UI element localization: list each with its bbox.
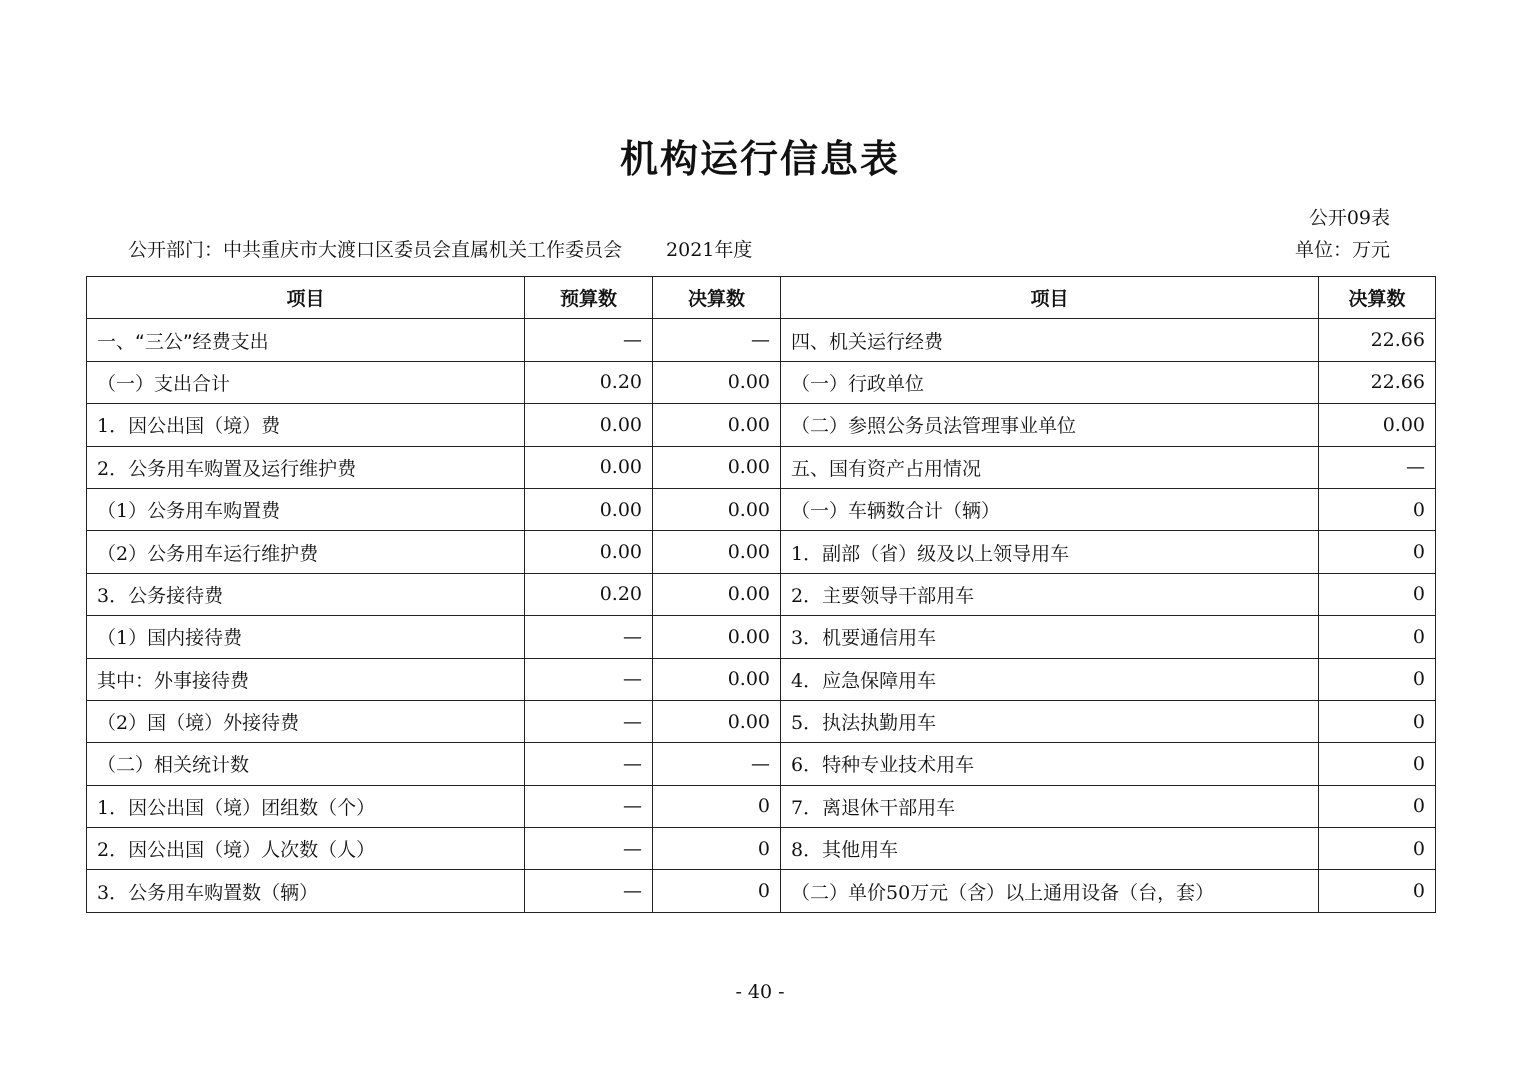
right-item: 五、国有资产占用情况 <box>781 446 1319 488</box>
page-title: 机构运行信息表 <box>619 137 900 181</box>
table-row <box>87 743 1436 785</box>
header-final-right: 决算数 <box>1319 277 1436 319</box>
left-item: （1）公务用车购置费 <box>87 488 525 530</box>
table-row <box>87 785 1436 827</box>
right-item: 6．特种专业技术用车 <box>781 743 1319 785</box>
budget-value: — <box>525 785 653 827</box>
table-row <box>87 488 1436 530</box>
left-item: 3．公务接待费 <box>87 573 525 615</box>
right-final-value: 0 <box>1319 700 1436 742</box>
right-final-value: 0 <box>1319 870 1436 912</box>
budget-value: — <box>525 616 653 658</box>
department-label: 公开部门：中共重庆市大渡口区委员会直属机关工作委员会 <box>128 239 623 261</box>
final-value: 0.00 <box>653 658 781 700</box>
operation-info-table <box>86 276 1436 913</box>
budget-value: — <box>525 319 653 361</box>
right-final-value: 0 <box>1319 743 1436 785</box>
final-value: 0.00 <box>653 488 781 530</box>
left-item: 其中：外事接待费 <box>87 658 525 700</box>
budget-value: — <box>525 743 653 785</box>
left-item: 3．公务用车购置数（辆） <box>87 870 525 912</box>
right-final-value: 0 <box>1319 828 1436 870</box>
right-final-value: 0 <box>1319 531 1436 573</box>
table-row <box>87 573 1436 615</box>
right-item: 1．副部（省）级及以上领导用车 <box>781 531 1319 573</box>
table-row <box>87 700 1436 742</box>
left-item: 1．因公出国（境）费 <box>87 404 525 446</box>
budget-value: — <box>525 870 653 912</box>
final-value: — <box>653 319 781 361</box>
left-item: 一、“三公”经费支出 <box>87 319 525 361</box>
right-item: 四、机关运行经费 <box>781 319 1319 361</box>
table-row <box>87 361 1436 403</box>
final-value: 0.00 <box>653 531 781 573</box>
fiscal-year: 2021年度 <box>666 239 753 261</box>
final-value: 0.00 <box>653 446 781 488</box>
right-item: （二）参照公务员法管理事业单位 <box>781 404 1319 446</box>
right-final-value: 0 <box>1319 785 1436 827</box>
form-number: 公开09表 <box>1308 207 1390 229</box>
table-row <box>87 828 1436 870</box>
header-final-left: 决算数 <box>653 277 781 319</box>
final-value: 0 <box>653 828 781 870</box>
page-number: - 40 - <box>735 981 785 1003</box>
right-item: （一）车辆数合计（辆） <box>781 488 1319 530</box>
right-final-value: 0 <box>1319 488 1436 530</box>
final-value: 0 <box>653 785 781 827</box>
budget-value: 0.00 <box>525 531 653 573</box>
budget-value: — <box>525 828 653 870</box>
department-line <box>128 235 752 262</box>
right-item: 3．机要通信用车 <box>781 616 1319 658</box>
left-item: （1）国内接待费 <box>87 616 525 658</box>
right-final-value: 22.66 <box>1319 361 1436 403</box>
left-item: 2．因公出国（境）人次数（人） <box>87 828 525 870</box>
left-item: 1．因公出国（境）团组数（个） <box>87 785 525 827</box>
table-row <box>87 531 1436 573</box>
right-item: （一）行政单位 <box>781 361 1319 403</box>
table-row <box>87 658 1436 700</box>
budget-value: 0.20 <box>525 361 653 403</box>
table-row <box>87 319 1436 361</box>
right-item: （二）单价50万元（含）以上通用设备（台，套） <box>781 870 1319 912</box>
final-value: 0 <box>653 870 781 912</box>
left-item: （2）国（境）外接待费 <box>87 700 525 742</box>
left-item: （2）公务用车运行维护费 <box>87 531 525 573</box>
right-item: 7．离退休干部用车 <box>781 785 1319 827</box>
right-final-value: 0 <box>1319 573 1436 615</box>
right-final-value: 0 <box>1319 658 1436 700</box>
final-value: 0.00 <box>653 700 781 742</box>
header-budget: 预算数 <box>525 277 653 319</box>
table-header-row <box>87 277 1436 319</box>
budget-value: 0.00 <box>525 488 653 530</box>
right-item: 5．执法执勤用车 <box>781 700 1319 742</box>
final-value: 0.00 <box>653 404 781 446</box>
left-item: 2．公务用车购置及运行维护费 <box>87 446 525 488</box>
final-value: 0.00 <box>653 361 781 403</box>
budget-value: — <box>525 700 653 742</box>
left-item: （一）支出合计 <box>87 361 525 403</box>
table-row <box>87 616 1436 658</box>
budget-value: 0.00 <box>525 446 653 488</box>
budget-value: — <box>525 658 653 700</box>
table-row <box>87 870 1436 912</box>
unit-label: 单位：万元 <box>1294 239 1390 261</box>
budget-value: 0.00 <box>525 404 653 446</box>
right-final-value: 0 <box>1319 616 1436 658</box>
table-row <box>87 446 1436 488</box>
final-value: — <box>653 743 781 785</box>
budget-value: 0.20 <box>525 573 653 615</box>
right-final-value: — <box>1319 446 1436 488</box>
right-item: 4．应急保障用车 <box>781 658 1319 700</box>
right-final-value: 22.66 <box>1319 319 1436 361</box>
right-item: 2．主要领导干部用车 <box>781 573 1319 615</box>
header-right-item: 项目 <box>781 277 1319 319</box>
header-left-item: 项目 <box>87 277 525 319</box>
left-item: （二）相关统计数 <box>87 743 525 785</box>
final-value: 0.00 <box>653 616 781 658</box>
right-item: 8．其他用车 <box>781 828 1319 870</box>
final-value: 0.00 <box>653 573 781 615</box>
right-final-value: 0.00 <box>1319 404 1436 446</box>
table-row <box>87 404 1436 446</box>
